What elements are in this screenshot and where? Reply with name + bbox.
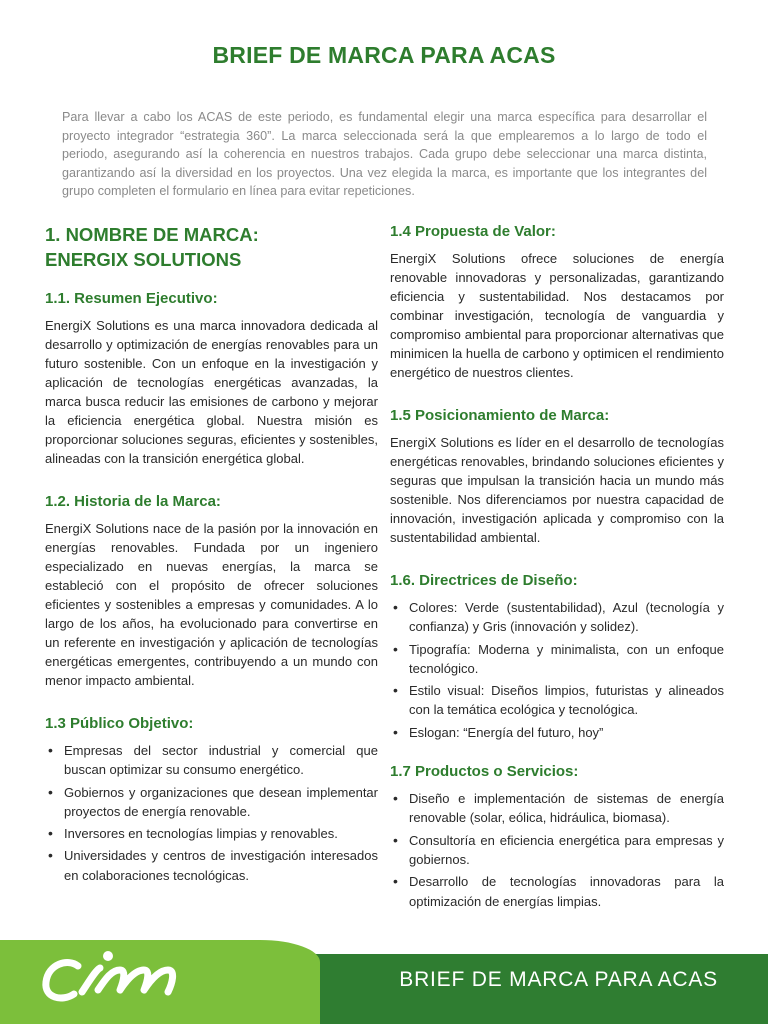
list-item: • Colores: Verde (sustentabilidad), Azul (tecnología y confianza) y Gris (innovación y solidez). bbox=[390, 598, 724, 637]
list-item: • Tipografía: Moderna y minimalista, con un enfoque tecnológico. bbox=[390, 640, 724, 679]
section-heading-propuesta: 1.4 Propuesta de Valor: bbox=[390, 223, 556, 240]
section-text-resumen: EnergiX Solutions es una marca innovadora dedicada al desarrollo y optimización de energías renovables para un futuro sostenible. Con un enfoque en la investigación y aplicación de tecnologías energéticas avanzadas, la marca busca reducir las emisiones de carbono y mejorar la eficiencia energética global. Nuestra misión es proporcionar soluciones seguras, eficientes y sostenibles, alineadas con la transición energética global. bbox=[45, 318, 378, 466]
list-item: • Desarrollo de tecnologías innovadoras para la optimización de energías limpias. bbox=[390, 872, 724, 911]
section-text-historia: EnergiX Solutions nace de la pasión por la innovación en energías renovables. Fundada por un ingeniero especializado en nuevas energías, la marca se estableció con el propósito de ofrecer soluciones eficientes y sostenibles a empresas y comunidades. A lo largo de los años, ha evolucionado para convertirse en un referente en investigación y aplicación de tecnologías energéticas emergentes, contribuyendo a un mundo con menor impacto ambiental. bbox=[45, 521, 378, 688]
section-heading-productos: 1.7 Productos o Servicios: bbox=[390, 763, 579, 781]
cim-logo bbox=[38, 944, 228, 1010]
section-text-propuesta: EnergiX Solutions ofrece soluciones de energía renovable innovadoras y personalizadas, garantizando eficiencia y sustentabilidad. Nos destacamos por combinar investigación, tecnología de vanguardia y compromiso ambiental para proporcionar alternativas que minimicen la huella de carbono y optimicen el rendimiento energético de nuestros clientes. bbox=[390, 251, 724, 380]
directrices-list bbox=[390, 598, 724, 742]
intro-paragraph: Para llevar a cabo los ACAS de este periodo, es fundamental elegir una marca específica para desarrollar el proyecto integrador “estrategia 360”. La marca seleccionada será la que emplearemos a lo largo de todo el periodo, asegurando así la coherencia en nuestros trabajos. Cada grupo debe seleccionar una marca distinta, garantizando así la diversidad en los proyectos. Una vez elegida la marca, es importante que los integrantes del grupo completen el formulario en línea para evitar repeticiones. bbox=[62, 110, 707, 198]
page-title: BRIEF DE MARCA PARA ACAS bbox=[212, 42, 556, 68]
list-item: • Eslogan: “Energía del futuro, hoy” bbox=[390, 723, 724, 742]
right-column bbox=[390, 222, 724, 931]
brand-heading-line2: ENERGIX SOLUTIONS bbox=[45, 249, 242, 270]
section-heading-resumen: 1.1. Resumen Ejecutivo: bbox=[45, 290, 218, 307]
list-item: • Consultoría en eficiencia energética para empresas y gobiernos. bbox=[390, 831, 724, 870]
list-item: • Diseño e implementación de sistemas de energía renovable (solar, eólica, hidráulica, biomasa). bbox=[390, 789, 724, 828]
productos-list bbox=[390, 789, 724, 911]
publico-list bbox=[45, 741, 378, 885]
list-item: • Estilo visual: Diseños limpios, futuristas y alineados con la temática ecológica y tecnológica. bbox=[390, 681, 724, 720]
list-item: • Empresas del sector industrial y comercial que buscan optimizar su consumo energético. bbox=[45, 741, 378, 780]
left-column bbox=[45, 222, 378, 905]
list-item: • Inversores en tecnologías limpias y renovables. bbox=[45, 824, 378, 843]
brand-heading-line1: 1. NOMBRE DE MARCA: bbox=[45, 224, 259, 245]
list-item: • Gobiernos y organizaciones que desean implementar proyectos de energía renovable. bbox=[45, 783, 378, 822]
section-heading-directrices: 1.6. Directrices de Diseño: bbox=[390, 572, 578, 589]
section-heading-posicionamiento: 1.5 Posicionamiento de Marca: bbox=[390, 407, 610, 424]
section-text-posicionamiento: EnergiX Solutions es líder en el desarrollo de tecnologías energéticas renovables, brindando soluciones eficientes y seguras que impulsan la transición hacia un mundo más sostenible. Nos diferenciamos por nuestra capacidad de innovación, investigación aplicada y compromiso con la sustentabilidad ambiental. bbox=[390, 435, 724, 545]
list-item: • Universidades y centros de investigación interesados en colaboraciones tecnológicas. bbox=[45, 846, 378, 885]
section-heading-publico: 1.3 Público Objetivo: bbox=[45, 715, 194, 732]
section-heading-historia: 1.2. Historia de la Marca: bbox=[45, 493, 221, 510]
brand-name-heading bbox=[45, 222, 378, 272]
footer-title: BRIEF DE MARCA PARA ACAS bbox=[399, 968, 718, 991]
